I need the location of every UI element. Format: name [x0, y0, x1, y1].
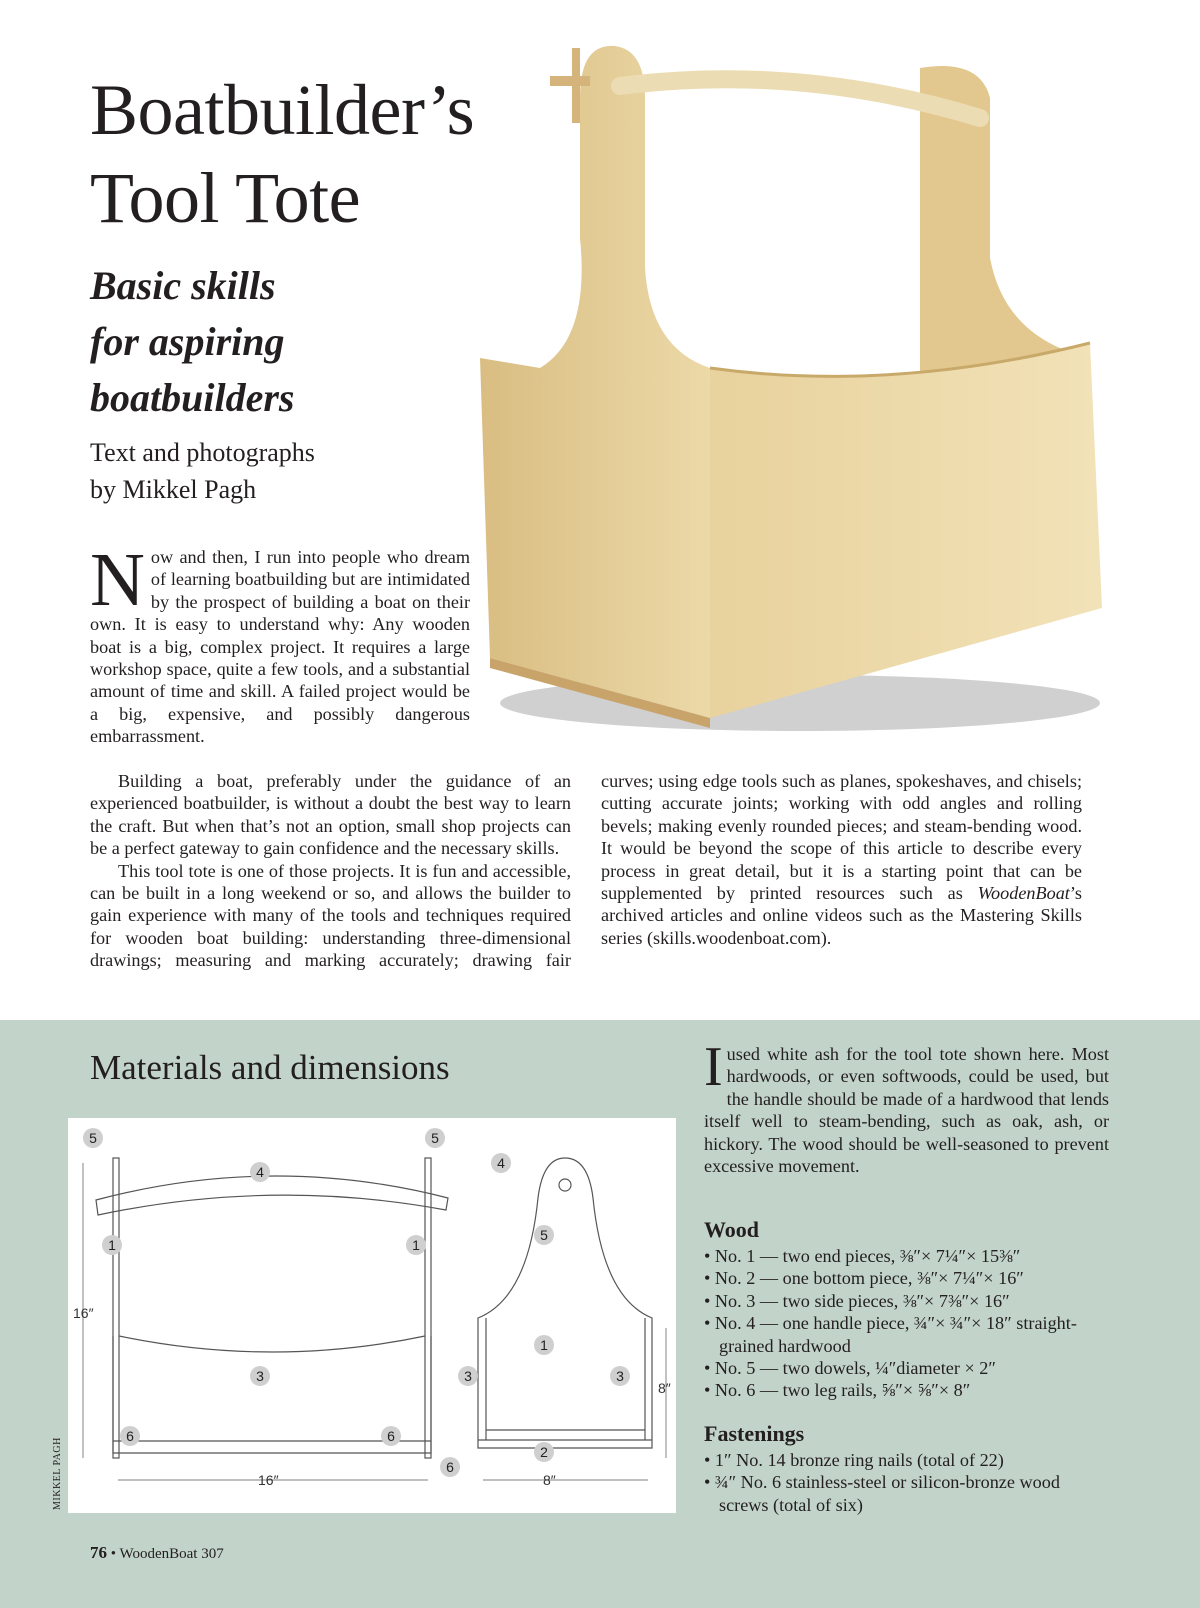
callout-label: 2	[540, 1444, 548, 1460]
paragraph: Building a boat, preferably under the guidance of an experienced boatbuilder, is without a doubt the best way to learn the craft. But when that’s not an option, small shop projects can be a perfect gateway to gain confidence and the necessary skills.	[90, 771, 571, 859]
callout-label: 1	[412, 1237, 420, 1253]
list-item: • 1″ No. 14 bronze ring nails (total of 22)	[704, 1449, 1104, 1471]
callout-label: 1	[540, 1337, 548, 1353]
subtitle-line: boatbuilders	[90, 375, 295, 420]
intro-paragraph	[90, 538, 470, 748]
subtitle-line: for aspiring	[90, 319, 285, 364]
list-item: • No. 3 — two side pieces, ⅜″× 7⅜″× 16″	[704, 1290, 1124, 1312]
page-footer	[90, 1543, 224, 1563]
paragraph-text: This tool tote is one of those projects. It is fun and accessible, can be built in a long weekend or so, and allows the builder to gain experience with many of the tools and techniques required for wooden boat building: understanding three-dimensional drawings; measuring and marking accurately; drawing fair curves; using edge tools such as planes, spokeshaves, and chisels; cutting accurate joints; working with odd angles and rolling bevels; making evenly rounded pieces; and steam-bending wood. It would be beyond the scope of this article to describe every process in great detail, but it is a starting point that can be supplemented by printed resources such as	[90, 771, 1082, 971]
end-height-dimension: 8″	[658, 1380, 671, 1396]
drop-cap: N	[90, 538, 145, 622]
magazine-name: WoodenBoat	[977, 883, 1070, 904]
fastenings-list	[704, 1449, 1104, 1516]
footer-separator: •	[110, 1546, 117, 1562]
callout-label: 5	[89, 1130, 97, 1146]
fastenings-heading: Fastenings	[704, 1421, 805, 1446]
byline-author: by Mikkel Pagh	[90, 475, 257, 504]
paragraph-text: ow and then, I run into people who dream of learning boatbuilding but are intimidated by the prospect of building a boat on their own. It is easy to understand why: Any wooden boat is a big, complex project. It requires a large workshop space, quite a few tools, and a substantial amount of time and skill. A failed project would be a big, expensive, and possibly dangerous embarrassment.	[90, 547, 470, 747]
tool-tote-photo	[470, 38, 1120, 738]
drop-cap: I	[704, 1036, 723, 1098]
article-subtitle	[90, 258, 294, 426]
dimension-labels	[73, 1305, 671, 1488]
callout-label: 3	[464, 1368, 472, 1384]
callout-label: 6	[126, 1428, 134, 1444]
materials-intro	[704, 1036, 1109, 1177]
wood-list	[704, 1245, 1124, 1402]
photo-credit: MIKKEL PAGH	[52, 1437, 63, 1510]
title-line-2: Tool Tote	[90, 158, 361, 238]
width-dimension: 16″	[258, 1472, 279, 1488]
diagram-drawing	[68, 1118, 676, 1513]
end-width-dimension: 8″	[543, 1472, 556, 1488]
subtitle-line: Basic skills	[90, 263, 276, 308]
paragraph-text: ’s archived articles and online videos such as the Mastering Skills series (skills.woodenboat.com).	[601, 883, 1082, 948]
byline-line: Text and photographs	[90, 438, 315, 467]
list-item: • No. 4 — one handle piece, ¾″× ¾″× 18″ straight-grained hardwood	[704, 1312, 1124, 1357]
callout-label: 6	[387, 1428, 395, 1444]
wood-heading: Wood	[704, 1217, 760, 1242]
list-item: • No. 5 — two dowels, ¼″diameter × 2″	[704, 1357, 1124, 1379]
paragraph-text: used white ash for the tool tote shown here. Most hardwoods, or even softwoods, could be used, but the handle should be made of a hardwood that lends itself well to steam-bending, such as oak, ash, or hickory. The wood should be well-seasoned to prevent excessive movement.	[704, 1044, 1109, 1177]
list-item: • No. 2 — one bottom piece, ⅜″× 7¼″× 16″	[704, 1267, 1124, 1289]
dimension-diagram	[68, 1118, 676, 1513]
callout-label: 6	[446, 1459, 454, 1475]
callout-label: 5	[540, 1227, 548, 1243]
callout-label: 3	[256, 1368, 264, 1384]
list-item: • No. 1 — two end pieces, ⅜″× 7¼″× 15⅜″	[704, 1245, 1124, 1267]
height-dimension: 16″	[73, 1305, 94, 1321]
list-item: • ¾″ No. 6 stainless-steel or silicon-bronze wood screws (total of six)	[704, 1471, 1104, 1516]
byline	[90, 434, 315, 508]
callout-label: 4	[256, 1164, 264, 1180]
list-item: • No. 6 — two leg rails, ⅝″× ⅝″× 8″	[704, 1379, 1124, 1401]
materials-heading: Materials and dimensions	[90, 1048, 450, 1087]
callout-label: 3	[616, 1368, 624, 1384]
callout-label: 4	[497, 1155, 505, 1171]
callout-label: 1	[108, 1237, 116, 1253]
article-columns	[90, 770, 1082, 994]
issue-label: WoodenBoat 307	[119, 1546, 224, 1562]
article-title	[90, 66, 474, 242]
page-number: 76	[90, 1543, 107, 1562]
title-line-1: Boatbuilder’s	[90, 70, 475, 150]
callout-label: 5	[431, 1130, 439, 1146]
